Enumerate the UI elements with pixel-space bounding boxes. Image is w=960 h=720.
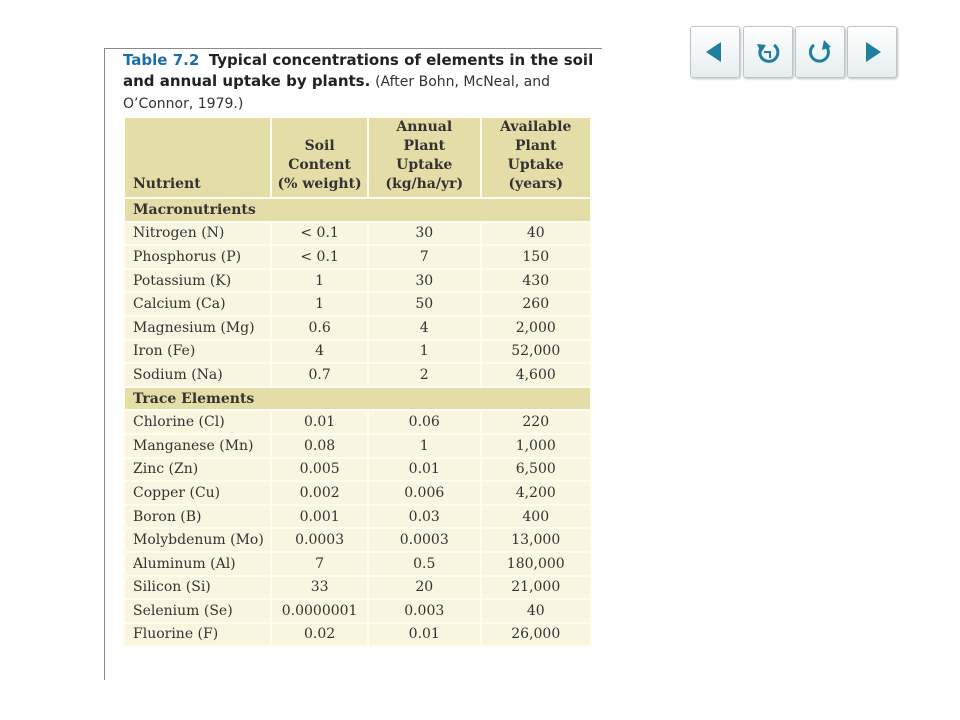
nutrient-cell: Magnesium (Mg) bbox=[124, 316, 271, 340]
table-row bbox=[124, 552, 591, 576]
available-uptake-cell: 400 bbox=[481, 505, 591, 529]
soil-content-cell: 0.08 bbox=[271, 434, 368, 458]
soil-content-cell: 0.005 bbox=[271, 458, 368, 482]
available-uptake-cell: 150 bbox=[481, 245, 591, 269]
soil-content-cell: 0.001 bbox=[271, 505, 368, 529]
annual-uptake-cell: 2 bbox=[368, 363, 481, 387]
available-uptake-cell: 21,000 bbox=[481, 576, 591, 600]
nutrient-cell: Potassium (K) bbox=[124, 269, 271, 293]
available-uptake-cell: 13,000 bbox=[481, 528, 591, 552]
annual-uptake-cell: 0.0003 bbox=[368, 528, 481, 552]
nutrient-cell: Iron (Fe) bbox=[124, 340, 271, 364]
soil-content-cell: 4 bbox=[271, 340, 368, 364]
table-row bbox=[124, 576, 591, 600]
soil-content-cell: 0.7 bbox=[271, 363, 368, 387]
soil-content-cell: 0.6 bbox=[271, 316, 368, 340]
section-row bbox=[124, 387, 591, 411]
available-uptake-cell: 1,000 bbox=[481, 434, 591, 458]
available-uptake-cell: 6,500 bbox=[481, 458, 591, 482]
nutrient-cell: Fluorine (F) bbox=[124, 623, 271, 647]
nutrient-cell: Boron (B) bbox=[124, 505, 271, 529]
nutrient-cell: Sodium (Na) bbox=[124, 363, 271, 387]
annual-uptake-cell: 50 bbox=[368, 292, 481, 316]
table-row bbox=[124, 458, 591, 482]
soil-content-cell: 0.02 bbox=[271, 623, 368, 647]
nutrient-cell: Zinc (Zn) bbox=[124, 458, 271, 482]
header-nutrient: Nutrient bbox=[124, 117, 271, 198]
table-body bbox=[124, 198, 591, 646]
header-soil-content: Soil Content (% weight) bbox=[271, 117, 368, 198]
available-uptake-cell: 2,000 bbox=[481, 316, 591, 340]
table-row bbox=[124, 410, 591, 434]
soil-content-cell: 0.002 bbox=[271, 481, 368, 505]
return-icon bbox=[752, 36, 784, 68]
nutrient-cell: Selenium (Se) bbox=[124, 599, 271, 623]
table-row bbox=[124, 599, 591, 623]
available-uptake-cell: 26,000 bbox=[481, 623, 591, 647]
nutrient-cell: Calcium (Ca) bbox=[124, 292, 271, 316]
soil-content-cell: 1 bbox=[271, 269, 368, 293]
annual-uptake-cell: 20 bbox=[368, 576, 481, 600]
replay-button[interactable] bbox=[795, 26, 845, 78]
soil-content-cell: 33 bbox=[271, 576, 368, 600]
next-icon bbox=[856, 36, 888, 68]
table-number: Table 7.2 bbox=[123, 51, 200, 69]
left-border-line bbox=[104, 48, 105, 680]
header-available-uptake: Available Plant Uptake (years) bbox=[481, 117, 591, 198]
table-row bbox=[124, 340, 591, 364]
annual-uptake-cell: 0.03 bbox=[368, 505, 481, 529]
table-row bbox=[124, 269, 591, 293]
available-uptake-cell: 52,000 bbox=[481, 340, 591, 364]
replay-icon bbox=[804, 36, 836, 68]
section-heading: Trace Elements bbox=[124, 387, 591, 411]
annual-uptake-cell: 0.01 bbox=[368, 458, 481, 482]
table-row bbox=[124, 505, 591, 529]
next-button[interactable] bbox=[847, 26, 897, 78]
table-row bbox=[124, 363, 591, 387]
soil-content-cell: 7 bbox=[271, 552, 368, 576]
available-uptake-cell: 4,200 bbox=[481, 481, 591, 505]
previous-button[interactable] bbox=[690, 26, 740, 78]
annual-uptake-cell: 30 bbox=[368, 269, 481, 293]
available-uptake-cell: 40 bbox=[481, 222, 591, 246]
annual-uptake-cell: 0.006 bbox=[368, 481, 481, 505]
nutrient-table bbox=[123, 116, 592, 647]
table-row bbox=[124, 292, 591, 316]
soil-content-cell: 1 bbox=[271, 292, 368, 316]
nutrient-cell: Phosphorus (P) bbox=[124, 245, 271, 269]
nutrient-cell: Aluminum (Al) bbox=[124, 552, 271, 576]
header-row bbox=[124, 117, 591, 198]
soil-content-cell: < 0.1 bbox=[271, 245, 368, 269]
header-annual-uptake: Annual Plant Uptake (kg/ha/yr) bbox=[368, 117, 481, 198]
available-uptake-cell: 260 bbox=[481, 292, 591, 316]
soil-content-cell: 0.0000001 bbox=[271, 599, 368, 623]
table-row bbox=[124, 623, 591, 647]
annual-uptake-cell: 0.003 bbox=[368, 599, 481, 623]
nutrient-cell: Manganese (Mn) bbox=[124, 434, 271, 458]
table-row bbox=[124, 434, 591, 458]
annual-uptake-cell: 0.01 bbox=[368, 623, 481, 647]
annual-uptake-cell: 0.5 bbox=[368, 552, 481, 576]
available-uptake-cell: 180,000 bbox=[481, 552, 591, 576]
nutrient-cell: Molybdenum (Mo) bbox=[124, 528, 271, 552]
available-uptake-cell: 220 bbox=[481, 410, 591, 434]
table-row bbox=[124, 316, 591, 340]
nutrient-cell: Chlorine (Cl) bbox=[124, 410, 271, 434]
table-caption bbox=[123, 50, 595, 115]
section-heading: Macronutrients bbox=[124, 198, 591, 222]
soil-content-cell: 0.0003 bbox=[271, 528, 368, 552]
section-row bbox=[124, 198, 591, 222]
available-uptake-cell: 430 bbox=[481, 269, 591, 293]
table-row bbox=[124, 222, 591, 246]
annual-uptake-cell: 7 bbox=[368, 245, 481, 269]
available-uptake-cell: 40 bbox=[481, 599, 591, 623]
return-button[interactable] bbox=[743, 26, 793, 78]
annual-uptake-cell: 1 bbox=[368, 434, 481, 458]
soil-content-cell: < 0.1 bbox=[271, 222, 368, 246]
previous-icon bbox=[699, 36, 731, 68]
nutrient-cell: Nitrogen (N) bbox=[124, 222, 271, 246]
annual-uptake-cell: 0.06 bbox=[368, 410, 481, 434]
soil-content-cell: 0.01 bbox=[271, 410, 368, 434]
table-row bbox=[124, 481, 591, 505]
table-row bbox=[124, 528, 591, 552]
annual-uptake-cell: 30 bbox=[368, 222, 481, 246]
annual-uptake-cell: 1 bbox=[368, 340, 481, 364]
top-border-line bbox=[104, 48, 602, 49]
nutrient-cell: Silicon (Si) bbox=[124, 576, 271, 600]
table-row bbox=[124, 245, 591, 269]
available-uptake-cell: 4,600 bbox=[481, 363, 591, 387]
annual-uptake-cell: 4 bbox=[368, 316, 481, 340]
table-source: (After Bohn, McNeal, and O’Connor, 1979.) bbox=[123, 74, 550, 112]
table-title: Typical concentrations of elements in the soil and annual uptake by plants. bbox=[123, 51, 594, 90]
nutrient-cell: Copper (Cu) bbox=[124, 481, 271, 505]
